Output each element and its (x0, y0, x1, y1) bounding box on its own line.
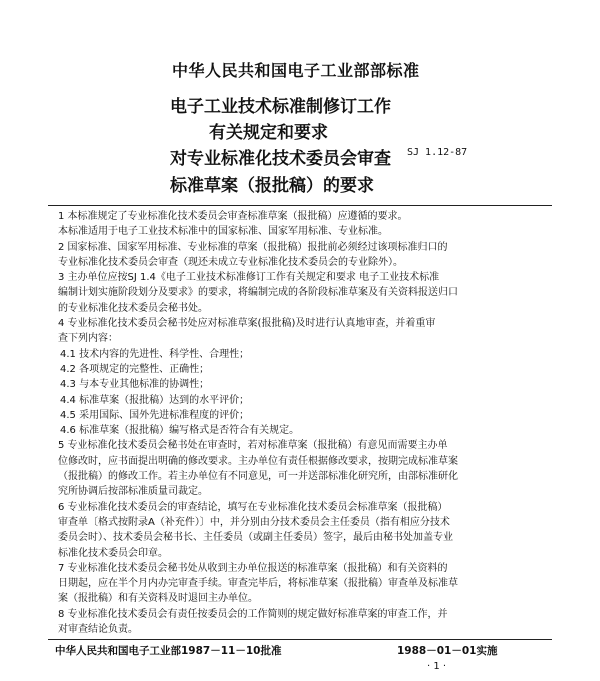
body-line: 对审查结论负责。 (58, 624, 138, 636)
body-line: 4.6 标准草案（报批稿）编写格式是否符合有关规定。 (60, 425, 300, 437)
body-line: 2 国家标准、国家军用标准、专业标准的草案（报批稿）报批前必须经过该项标准归口的 (58, 241, 448, 253)
body-line: 4.1 技术内容的先进性、科学性、合理性； (60, 348, 250, 360)
body-line: 究所协调后按部标准质量司裁定。 (58, 486, 208, 498)
body-line: 日期起，应在半个月内办完审查手续。审查完毕后，将标准草案（报批稿）审查单及标准草 (58, 578, 458, 590)
document-body (58, 209, 544, 637)
title-line-4: 标准草案（报批稿）的要求 (170, 176, 374, 196)
body-line: 审查单〔格式按附录A（补充件）〕中，并分别由分技术委员会主任委员（指有相应分技术 (58, 516, 450, 528)
body-line: 委员会时）、技术委员会秘书长、主任委员（或副主任委员）签字，最后由秘书处加盖专业 (58, 532, 453, 544)
body-line: 4 专业标准化技术委员会秘书处应对标准草案(报批稿)及时进行认真地审查，并着重审 (58, 318, 436, 330)
body-line: （报批稿）的修改工作。若主办单位有不同意见，可一并送部标准化研究所，由部标准研化 (58, 471, 458, 483)
body-line: 专业标准化技术委员会审查（现还未成立专业标准化技术委员会的专业除外）。 (58, 256, 403, 268)
standard-code: SJ 1.12-87 (407, 147, 468, 158)
body-line: 1 本标准规定了专业标准化技术委员会审查标准草案（报批稿）应遵循的要求。 (58, 211, 408, 222)
body-line: 7 专业标准化技术委员会秘书处从收到主办单位报送的标准草案（报批稿）和有关资料的 (58, 562, 448, 574)
body-line: 的专业标准化技术委员会秘书处。 (58, 302, 208, 314)
implementation-date: 1988－01－01实施 (397, 645, 498, 657)
ministry-standard-label: 中华人民共和国电子工业部部标准 (172, 61, 420, 80)
body-line: 5 专业标准化技术委员会秘书处在审查时，若对标准草案（报批稿）有意见而需要主办单 (58, 440, 448, 452)
body-line: 4.5 采用国际、国外先进标准程度的评价； (60, 409, 250, 421)
body-line: 本标准适用于电子工业技术标准中的国家标准、国家军用标准、专业标准。 (58, 226, 388, 238)
body-line: 案（报批稿）和有关资料及时退回主办单位。 (58, 593, 258, 605)
title-line-3: 对专业标准化技术委员会审查 (170, 149, 391, 169)
body-line: 查下列内容： (58, 333, 118, 345)
page-number: · 1 · (427, 661, 447, 672)
body-line: 4.3 与本专业其他标准的协调性； (60, 379, 210, 391)
header-divider (48, 205, 552, 206)
body-line: 编制计划实施阶段划分及要求》的要求，将编制完成的各阶段标准草案及有关资料报送归口 (58, 287, 458, 299)
footer-divider (48, 639, 552, 640)
title-line-1: 电子工业技术标准制修订工作 (170, 97, 391, 117)
body-line: 4.4 标准草案（报批稿）达到的水平评价； (60, 394, 250, 406)
body-line: 6 专业标准化技术委员会的审查结论，填写在专业标准化技术委员会标准草案（报批稿） (58, 501, 448, 513)
body-line: 8 专业标准化技术委员会有责任按委员会的工作简则的规定做好标准草案的审查工作，并 (58, 608, 448, 620)
body-line: 标准化技术委员会印章。 (58, 547, 168, 559)
approval-note: 中华人民共和国电子工业部1987－11－10批准 (55, 645, 282, 657)
body-line: 4.2 各项规定的完整性、正确性； (60, 363, 210, 375)
body-line: 位修改时，应书面提出明确的修改要求。主办单位有责任根据修改要求，按期完成标准草案 (58, 455, 458, 467)
body-line: 3 主办单位应按SJ 1.4《电子工业技术标准修订工作有关规定和要求 电子工业技术标准 (58, 272, 440, 284)
title-line-2: 有关规定和要求 (209, 123, 328, 143)
